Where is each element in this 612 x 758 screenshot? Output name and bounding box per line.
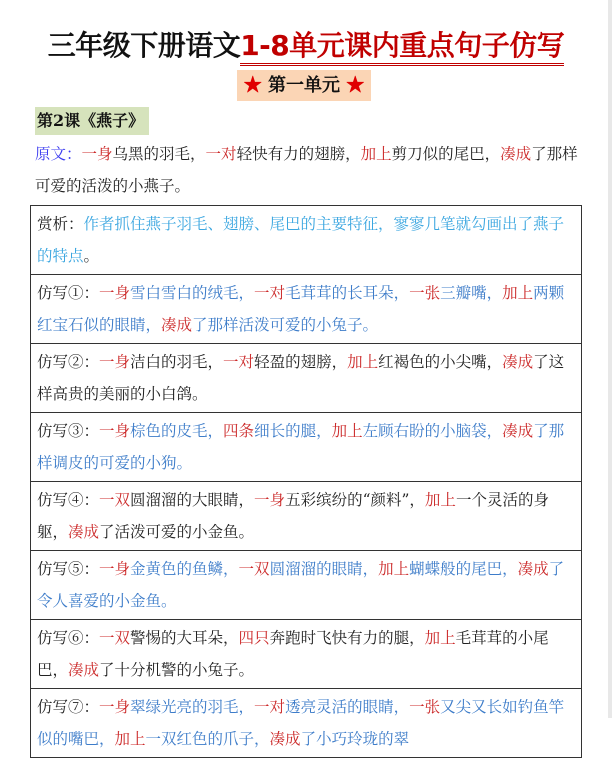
sentence-text: 轻快有力的翅膀， — [236, 145, 361, 163]
sentence-text: 左顾右盼的小脑袋， — [362, 422, 503, 440]
table-row — [31, 413, 582, 482]
unit-heading — [237, 70, 371, 101]
sentence-text: 剪刀似的尾巴， — [391, 145, 501, 163]
sentence-text: 又尖又长如钓鱼竿似的嘴巴， — [37, 698, 565, 748]
sentence-text: 仿写②： — [37, 353, 100, 371]
star-icon: ★ — [243, 75, 262, 96]
keyword-text: 加上 — [424, 491, 456, 509]
scrollbar[interactable] — [608, 0, 612, 718]
keyword-text: 凑成 — [161, 316, 193, 334]
sentence-text: 红褐色的小尖嘴， — [378, 353, 503, 371]
analysis-cell — [31, 206, 582, 275]
keyword-text: 加上 — [331, 422, 363, 440]
sentence-text: 棕色的皮毛， — [130, 422, 224, 440]
keyword-text: 四只 — [238, 629, 270, 647]
keyword-text: 一对 — [254, 284, 286, 302]
sentence-text: 乌黑的羽毛， — [112, 145, 206, 163]
imitation-cell — [31, 551, 582, 620]
sentence-text: 原文： — [35, 145, 82, 163]
sentence-text: 圆溜溜的大眼睛， — [130, 491, 255, 509]
sentence-text: 三瓣嘴， — [440, 284, 503, 302]
sentence-text: 了那样活泼可爱的小兔子。 — [192, 316, 379, 334]
imitation-cell — [31, 275, 582, 344]
sentence-text: 了那样调皮的可爱的小狗。 — [37, 422, 565, 472]
sentence-text: 了十分机警的小兔子。 — [99, 661, 255, 679]
sentence-text: 奔跑时飞快有力的腿， — [269, 629, 425, 647]
imitation-cell — [31, 344, 582, 413]
sentence-text: 仿写③： — [37, 422, 100, 440]
sentence-text: 了那样可爱的活泼的小燕子。 — [35, 145, 578, 195]
sentence-text: 赏析： — [37, 215, 84, 233]
sentence-text: 一双红色的爪子， — [145, 730, 270, 748]
document-title — [0, 24, 612, 64]
sentence-text: 仿写⑥： — [37, 629, 100, 647]
keyword-text: 一双 — [99, 629, 131, 647]
sentence-text: 。 — [83, 247, 100, 265]
keyword-text: 凑成 — [502, 422, 534, 440]
imitation-table — [30, 205, 582, 758]
keyword-text: 一张 — [409, 284, 441, 302]
sentence-text: 雪白雪白的绒毛， — [130, 284, 255, 302]
keyword-text: 加上 — [378, 560, 410, 578]
keyword-text: 加上 — [424, 629, 456, 647]
keyword-text: 凑成 — [68, 523, 100, 541]
keyword-text: 凑成 — [500, 145, 532, 163]
sentence-text: 了活泼可爱的小金鱼。 — [99, 523, 255, 541]
sentence-text: 仿写⑦： — [37, 698, 100, 716]
sentence-text: 五彩缤纷的“颜料”， — [285, 491, 425, 509]
keyword-text: 一身 — [81, 145, 113, 163]
table-row — [31, 482, 582, 551]
keyword-text: 一对 — [254, 698, 286, 716]
keyword-text: 凑成 — [269, 730, 301, 748]
imitation-cell — [31, 689, 582, 758]
keyword-text: 一双 — [238, 560, 270, 578]
keyword-text: 加上 — [114, 730, 146, 748]
keyword-text: 一对 — [205, 145, 237, 163]
star-icon: ★ — [346, 75, 365, 96]
sentence-text: 金黄色的鱼鳞， — [130, 560, 239, 578]
table-row — [31, 344, 582, 413]
table-row — [31, 689, 582, 758]
lesson-heading: 第2课《燕子》 — [35, 107, 149, 135]
keyword-text: 一身 — [99, 284, 131, 302]
sentence-text: 翠绿光亮的羽毛， — [130, 698, 255, 716]
keyword-text: 一身 — [99, 698, 131, 716]
sentence-text: 蝴蝶般的尾巴， — [409, 560, 518, 578]
keyword-text: 加上 — [360, 145, 392, 163]
sentence-text: 一个灵活的身躯， — [37, 491, 549, 541]
title-black: 三年级下册语文 — [47, 29, 241, 62]
keyword-text: 四条 — [223, 422, 255, 440]
table-row — [31, 620, 582, 689]
sentence-text: 毛茸茸的长耳朵， — [285, 284, 410, 302]
imitation-cell — [31, 620, 582, 689]
keyword-text: 一身 — [99, 560, 131, 578]
keyword-text: 一对 — [223, 353, 255, 371]
sentence-text: 仿写①： — [37, 284, 100, 302]
sentence-text: 轻盈的翅膀， — [254, 353, 348, 371]
keyword-text: 一身 — [254, 491, 286, 509]
sentence-text: 仿写④： — [37, 491, 100, 509]
table-row — [31, 206, 582, 275]
keyword-text: 一身 — [99, 353, 131, 371]
sentence-text: 两颗红宝石似的眼睛， — [37, 284, 565, 334]
imitation-cell — [31, 482, 582, 551]
keyword-text: 凑成 — [517, 560, 549, 578]
unit-label: 第一单元 — [268, 75, 340, 96]
sentence-text: 作者抓住燕子羽毛、翅膀、尾巴的主要特征，寥寥几笔就勾画出了燕子的特点 — [37, 215, 565, 265]
sentence-text: 了小巧玲珑的翠 — [300, 730, 410, 748]
sentence-text: 细长的腿， — [254, 422, 332, 440]
keyword-text: 凑成 — [502, 353, 534, 371]
keyword-text: 凑成 — [68, 661, 100, 679]
sentence-text: 洁白的羽毛， — [130, 353, 224, 371]
sentence-text: 毛茸茸的小尾巴， — [37, 629, 549, 679]
keyword-text: 一张 — [409, 698, 441, 716]
table-row — [31, 275, 582, 344]
title-red: 1-8单元课内重点句子仿写 — [240, 29, 564, 66]
original-text — [35, 138, 580, 202]
sentence-text: 仿写⑤： — [37, 560, 100, 578]
keyword-text: 一双 — [99, 491, 131, 509]
sentence-text: 了这样高贵的美丽的小白鸽。 — [37, 353, 565, 403]
table-row — [31, 551, 582, 620]
keyword-text: 加上 — [502, 284, 534, 302]
sentence-text: 警惕的大耳朵， — [130, 629, 239, 647]
sentence-text: 透亮灵活的眼睛， — [285, 698, 410, 716]
keyword-text: 加上 — [347, 353, 379, 371]
sentence-text: 了令人喜爱的小金鱼。 — [37, 560, 565, 610]
keyword-text: 一身 — [99, 422, 131, 440]
imitation-cell — [31, 413, 582, 482]
sentence-text: 圆溜溜的眼睛， — [269, 560, 379, 578]
